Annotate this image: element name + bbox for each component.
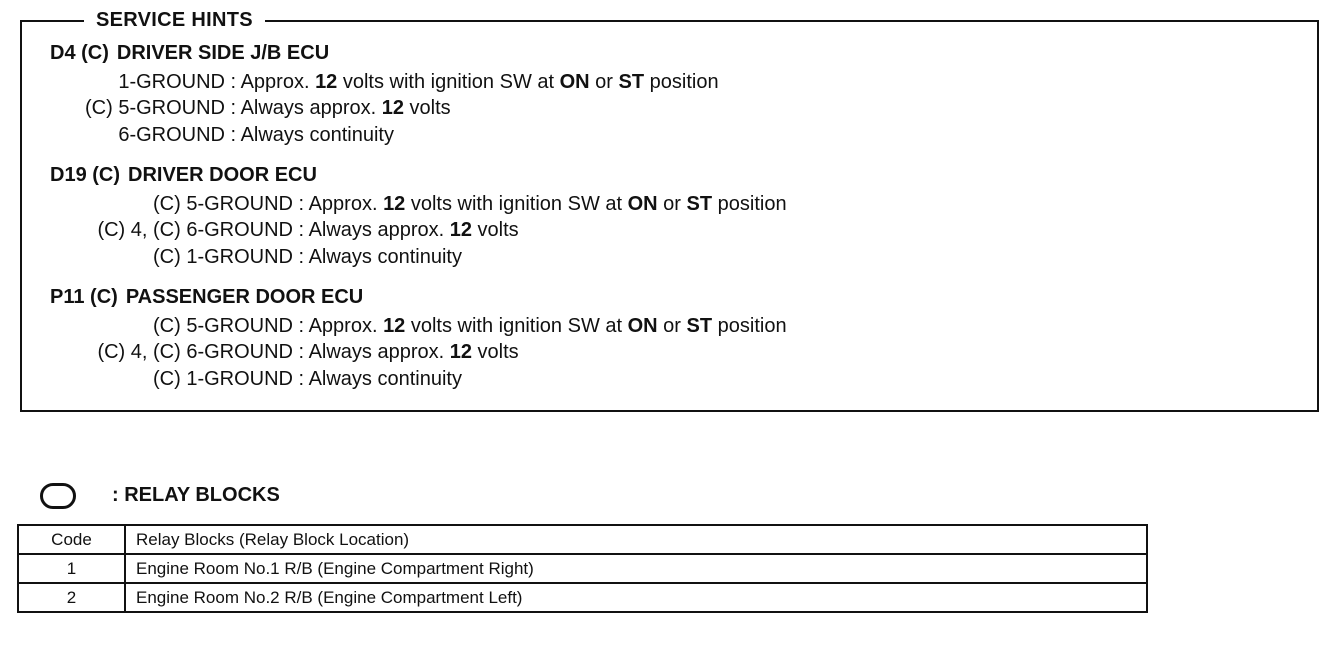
table-row — [18, 583, 1147, 612]
pin-label: 1-GROUND — [118, 71, 225, 93]
hint-line: (C) 4, (C) 6-GROUND : Always approx. 12 volts — [70, 218, 519, 242]
hint-line: (C) 5-GROUND : Approx. 12 volts with ignition SW at ON or ST position — [70, 192, 787, 216]
hint-line: (C) 5-GROUND : Always approx. 12 volts — [58, 96, 451, 120]
row-code: 2 — [18, 583, 125, 612]
table-header-row — [18, 525, 1147, 554]
hint-line: 1-GROUND : Approx. 12 volts with ignition SW at ON or ST position — [58, 70, 719, 94]
pin-label: (C) 5-GROUND — [85, 97, 225, 119]
pin-label: (C) 1-GROUND — [153, 246, 293, 268]
section-heading-d4 — [50, 41, 329, 65]
hint-line: (C) 4, (C) 6-GROUND : Always approx. 12 volts — [70, 340, 519, 364]
header-code: Code — [18, 525, 125, 554]
section-heading-d19 — [50, 163, 317, 187]
header-relay-block: Relay Blocks (Relay Block Location) — [125, 525, 1147, 554]
pin-label: 6-GROUND — [118, 124, 225, 146]
section-heading-p11 — [50, 285, 363, 309]
pin-label: (C) 4, (C) 6-GROUND — [97, 219, 293, 241]
row-name: Engine Room No.2 R/B (Engine Compartment Left) — [125, 583, 1147, 612]
connector-code: P11 (C) — [50, 286, 118, 308]
relay-block-icon — [40, 483, 76, 509]
pin-label: (C) 5-GROUND — [153, 315, 293, 337]
relay-blocks-table — [17, 524, 1148, 613]
hint-line: (C) 5-GROUND : Approx. 12 volts with ignition SW at ON or ST position — [70, 314, 787, 338]
row-code: 1 — [18, 554, 125, 583]
relay-blocks-title: : RELAY BLOCKS — [112, 484, 280, 506]
pin-label: (C) 4, (C) 6-GROUND — [97, 341, 293, 363]
ecu-name: PASSENGER DOOR ECU — [125, 286, 364, 308]
hint-line: (C) 1-GROUND : Always continuity — [70, 245, 462, 269]
row-name: Engine Room No.1 R/B (Engine Compartment Right) — [125, 554, 1147, 583]
table-row — [18, 554, 1147, 583]
pin-label: (C) 5-GROUND — [153, 193, 293, 215]
hint-line: 6-GROUND : Always continuity — [58, 123, 394, 147]
connector-code: D4 (C) — [50, 42, 109, 64]
service-hints-title: SERVICE HINTS — [84, 8, 265, 32]
pin-label: (C) 1-GROUND — [153, 368, 293, 390]
ecu-name: DRIVER SIDE J/B ECU — [116, 42, 330, 64]
hint-line: (C) 1-GROUND : Always continuity — [70, 367, 462, 391]
connector-code: D19 (C) — [50, 164, 121, 186]
ecu-name: DRIVER DOOR ECU — [128, 164, 317, 186]
